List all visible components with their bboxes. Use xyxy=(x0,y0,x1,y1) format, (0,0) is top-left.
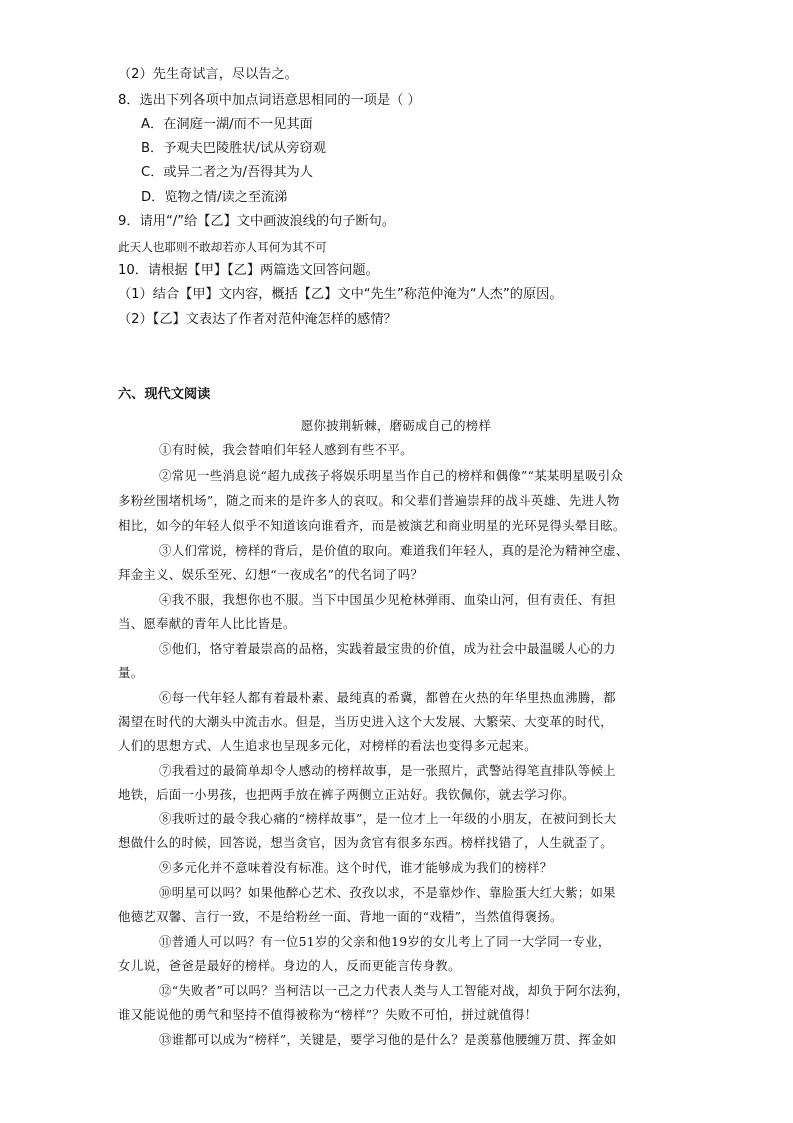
q10-sub2: （2）【乙】文表达了作者对范仲淹怎样的感情？ xyxy=(118,312,397,327)
q9-stem: 9．请用“/”给【乙】文中画波浪线的句子断句。 xyxy=(118,214,396,229)
article-title: 愿你披荆斩棘，磨砺成自己的榜样 xyxy=(300,418,492,433)
q8-option-a: A．在洞庭一湖/而不一见其面 xyxy=(141,117,313,132)
paragraph-line: ②常见一些消息说“超九成孩子将娱乐明星当作自己的榜样和偶像”“某某明星吸引众 xyxy=(159,468,624,483)
paragraph-line: 量。 xyxy=(118,665,144,680)
paragraph-line: 女儿说，爸爸是最好的榜样。身边的人，反而更能言传身教。 xyxy=(118,958,461,973)
paragraph-line: 想做什么的时候，回答说，想当贪官，因为贪官有很多东西。榜样找错了，人生就歪了。 xyxy=(118,835,613,850)
paragraph-line: ④我不服，我想你也不服。当下中国虽少见枪林弹雨、血染山河，但有责任、有担 xyxy=(159,592,616,607)
paragraph-line: ⑫“失败者”可以吗？当柯洁以一己之力代表人类与人工智能对战，却负于阿尔法狗， xyxy=(159,983,630,998)
paragraph-line: ⑤他们，恪守着最崇高的品格，实践着最宝贵的价值，成为社会中最温暖人心的力 xyxy=(159,641,616,656)
paragraph-line: ⑩明星可以吗？如果他醉心艺术、孜孜以求，不是靠炒作、靠脸蛋大红大紫；如果 xyxy=(159,885,616,900)
q9-sentence: 此天人也耶则不敢却若亦人耳何为其不可 xyxy=(118,240,327,254)
paragraph-line: ①有时候，我会替咱们年轻人感到有些不平。 xyxy=(159,442,413,457)
paragraph-line: ⑦我看过的最简单却令人感动的榜样故事，是一张照片，武警站得笔直排队等候上 xyxy=(159,763,616,778)
paragraph-line: 他德艺双馨、言行一致，不是给粉丝一面、背地一面的“戏精”，当然值得褒扬。 xyxy=(118,909,563,924)
paragraph-line: ⑨多元化并不意味着没有标准。这个时代，谁才能够成为我们的榜样？ xyxy=(159,860,553,875)
q10-stem: 10．请根据【甲】【乙】两篇选文回答问题。 xyxy=(118,263,379,278)
q10-sub1: （1）结合【甲】文内容，概括【乙】文中“先生”称范仲淹为“人杰”的原因。 xyxy=(118,287,563,302)
paragraph-line: ⑧我听过的最令我心痛的“榜样故事”，是一位才上一年级的小朋友，在被问到长大 xyxy=(159,811,617,826)
paragraph-line: ⑪普通人可以吗？有一位51岁的父亲和他19岁的女儿考上了同一大学同一专业， xyxy=(159,934,611,949)
paragraph-line: ⑬谁都可以成为“榜样”，关键是，要学习他的是什么？是羡慕他腰缠万贯、挥金如 xyxy=(159,1032,617,1047)
paragraph-line: 人们的思想方式、人生追求也呈现多元化，对榜样的看法也变得多元起来。 xyxy=(118,738,537,753)
paragraph-line: 多粉丝围堵机场”，随之而来的是许多人的哀叹。和父辈们普遍崇拜的战斗英雄、先进人物 xyxy=(118,493,620,508)
q8-option-b: B．予观夫巴陵胜状/试从旁窃观 xyxy=(141,141,326,156)
paragraph-line: 当、愿奉献的青年人比比皆是。 xyxy=(118,616,296,631)
paragraph-line: 地铁，后面一小男孩，也把两手放在裤子两侧立正站好。我钦佩你，就去学习你。 xyxy=(118,787,575,802)
paragraph-line: 相比，如今的年轻人似乎不知道该向谁看齐，而是被演艺和商业明星的光环晃得头晕目眩。 xyxy=(118,518,626,533)
section-heading: 六、现代文阅读 xyxy=(118,387,211,402)
q8-stem: 8．选出下列各项中加点词语意思相同的一项是（ ） xyxy=(118,93,421,108)
paragraph-line: 拜金主义、娱乐至死、幻想“一夜成名”的代名词了吗？ xyxy=(118,567,424,582)
q8-option-d: D．览物之情/读之至流涕 xyxy=(141,190,288,205)
q8-option-c: C．或异二者之为/吾得其为人 xyxy=(141,165,313,180)
paragraph-line: 谁又能说他的勇气和坚持不值得被称为“榜样”？失败不可怕，拼过就值得！ xyxy=(118,1007,538,1022)
paragraph-line: ③人们常说，榜样的背后，是价值的取向。难道我们年轻人，真的是沦为精神空虚、 xyxy=(159,543,629,558)
paragraph-line: 渴望在时代的大潮头中流击水。但是，当历史进入这个大发展、大繁荣、大变革的时代， xyxy=(118,714,613,729)
q7-sub2: （2）先生奇试言，尽以告之。 xyxy=(118,67,298,82)
paragraph-line: ⑥每一代年轻人都有着最朴素、最纯真的希冀，都曾在火热的年华里热血沸腾，都 xyxy=(159,690,616,705)
